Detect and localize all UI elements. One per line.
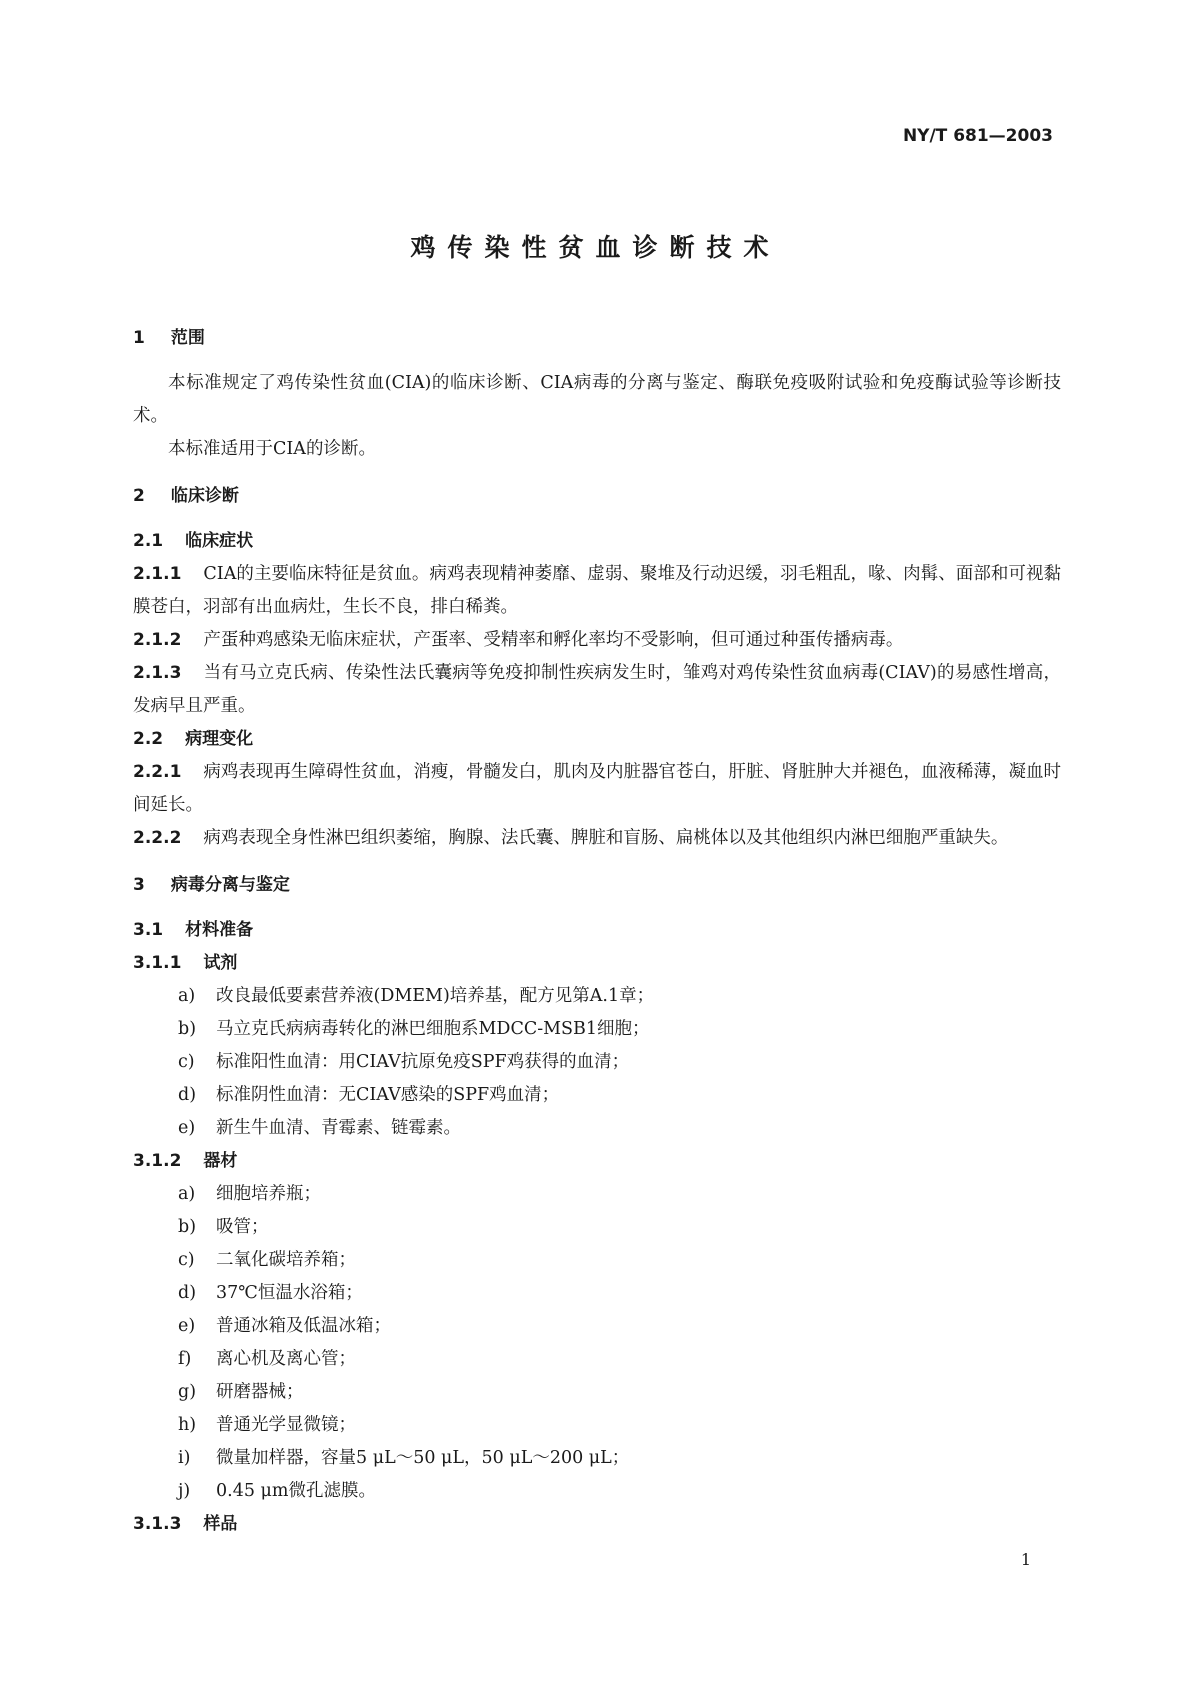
standard-number: NY/T 681—2003	[902, 126, 1053, 146]
clause-title: 试剂	[203, 953, 238, 973]
item-text: 离心机及离心管；	[216, 1349, 356, 1369]
subsection-title: 材料准备	[185, 920, 254, 940]
item-label: h)	[178, 1415, 197, 1435]
list-item	[133, 1376, 1061, 1409]
list-item	[133, 1277, 1061, 1310]
item-text: 37℃恒温水浴箱；	[216, 1283, 363, 1303]
clause-text: 病鸡表现全身性淋巴组织萎缩，胸腺、法氏囊、脾脏和盲肠、扁桃体以及其他组织内淋巴细胞严重缺失。	[203, 828, 1009, 848]
item-text: 普通冰箱及低温冰箱；	[216, 1316, 391, 1336]
list-item	[133, 980, 1061, 1013]
clause-number: 2.1.1	[133, 564, 182, 584]
list-item	[133, 1112, 1061, 1145]
clause-number: 2.1.2	[133, 630, 182, 650]
item-text: 新生牛血清、青霉素、链霉素。	[216, 1118, 461, 1138]
clause-number: 3.1.2	[133, 1151, 182, 1171]
section-1-heading	[133, 322, 1061, 355]
item-label: f)	[178, 1349, 192, 1369]
subsection-heading	[133, 525, 1061, 558]
list-item	[133, 1442, 1061, 1475]
item-label: d)	[178, 1085, 197, 1105]
reagents-list	[133, 980, 1061, 1145]
list-item	[133, 1475, 1061, 1508]
section-title: 范围	[170, 328, 205, 348]
clause	[133, 822, 1061, 855]
clause-title: 器材	[203, 1151, 238, 1171]
item-label: c)	[178, 1052, 195, 1072]
item-label: e)	[178, 1118, 196, 1138]
item-text: 二氧化碳培养箱；	[216, 1250, 356, 1270]
paragraph: 本标准规定了鸡传染性贫血(CIA)的临床诊断、CIA病毒的分离与鉴定、酶联免疫吸附试验和免疫酶试验等诊断技术。	[133, 373, 1061, 426]
subsection-heading	[133, 914, 1061, 947]
list-item	[133, 1244, 1061, 1277]
item-text: 标准阳性血清：用CIAV抗原免疫SPF鸡获得的血清；	[216, 1052, 630, 1072]
equipment-list	[133, 1178, 1061, 1508]
item-label: c)	[178, 1250, 195, 1270]
section-title: 病毒分离与鉴定	[170, 875, 290, 895]
item-label: a)	[178, 986, 196, 1006]
list-item	[133, 1013, 1061, 1046]
document-title: 鸡传染性贫血诊断技术	[410, 233, 781, 262]
clause-number: 2.2.1	[133, 762, 182, 782]
clause-title: 样品	[203, 1514, 238, 1534]
section-number: 2	[133, 486, 145, 506]
list-item	[133, 1409, 1061, 1442]
section-3-heading	[133, 869, 1061, 902]
clause-heading	[133, 947, 1061, 980]
subsection-number: 2.1	[133, 531, 164, 551]
item-text: 研磨器械；	[216, 1382, 304, 1402]
clause-text: 病鸡表现再生障碍性贫血，消瘦，骨髓发白，肌肉及内脏器官苍白，肝脏、肾脏肿大并褪色，血液稀薄，凝血时间延长。	[133, 762, 1061, 815]
item-label: d)	[178, 1283, 197, 1303]
clause-text: 产蛋种鸡感染无临床症状，产蛋率、受精率和孵化率均不受影响，但可通过种蛋传播病毒。	[203, 630, 904, 650]
clause	[133, 558, 1061, 624]
clause-number: 2.1.3	[133, 663, 182, 683]
subsection-number: 2.2	[133, 729, 164, 749]
page-number: 1	[1020, 1550, 1031, 1569]
list-item	[133, 1343, 1061, 1376]
item-text: 0.45 μm微孔滤膜。	[216, 1481, 376, 1501]
item-text: 马立克氏病病毒转化的淋巴细胞系MDCC-MSB1细胞；	[216, 1019, 650, 1039]
item-label: i)	[178, 1448, 191, 1468]
item-text: 标准阴性血清：无CIAV感染的SPF鸡血清；	[216, 1085, 560, 1105]
item-text: 微量加样器，容量5 μL～50 μL，50 μL～200 μL；	[216, 1448, 630, 1468]
item-label: b)	[178, 1019, 197, 1039]
clause-text: CIA的主要临床特征是贫血。病鸡表现精神萎靡、虚弱、聚堆及行动迟缓，羽毛粗乱，喙、肉髯、面部和可视黏膜苍白，羽部有出血病灶，生长不良，排白稀粪。	[133, 564, 1061, 617]
section-number: 3	[133, 875, 145, 895]
list-item	[133, 1178, 1061, 1211]
clause-heading	[133, 1508, 1061, 1541]
section-title: 临床诊断	[170, 486, 239, 506]
subsection-heading	[133, 723, 1061, 756]
clause	[133, 657, 1061, 723]
clause-number: 2.2.2	[133, 828, 182, 848]
list-item	[133, 1310, 1061, 1343]
item-text: 吸管；	[216, 1217, 269, 1237]
list-item	[133, 1079, 1061, 1112]
item-label: b)	[178, 1217, 197, 1237]
paragraph: 本标准适用于CIA的诊断。	[168, 439, 376, 459]
clause-number: 3.1.1	[133, 953, 182, 973]
section-2-heading	[133, 480, 1061, 513]
subsection-title: 病理变化	[185, 729, 254, 749]
item-label: e)	[178, 1316, 196, 1336]
item-label: g)	[178, 1382, 197, 1402]
subsection-number: 3.1	[133, 920, 164, 940]
item-text: 改良最低要素营养液(DMEM)培养基，配方见第A.1章；	[216, 986, 655, 1006]
section-number: 1	[133, 328, 145, 348]
clause-heading	[133, 1145, 1061, 1178]
subsection-title: 临床症状	[185, 531, 254, 551]
item-text: 普通光学显微镜；	[216, 1415, 356, 1435]
clause-number: 3.1.3	[133, 1514, 182, 1534]
list-item	[133, 1046, 1061, 1079]
item-label: a)	[178, 1184, 196, 1204]
list-item	[133, 1211, 1061, 1244]
item-label: j)	[178, 1481, 191, 1501]
item-text: 细胞培养瓶；	[216, 1184, 321, 1204]
document-body	[133, 322, 1061, 1541]
clause	[133, 756, 1061, 822]
clause	[133, 624, 1061, 657]
clause-text: 当有马立克氏病、传染性法氏囊病等免疫抑制性疾病发生时，雏鸡对鸡传染性贫血病毒(CIAV)的易感性增高，发病早且严重。	[133, 663, 1061, 716]
